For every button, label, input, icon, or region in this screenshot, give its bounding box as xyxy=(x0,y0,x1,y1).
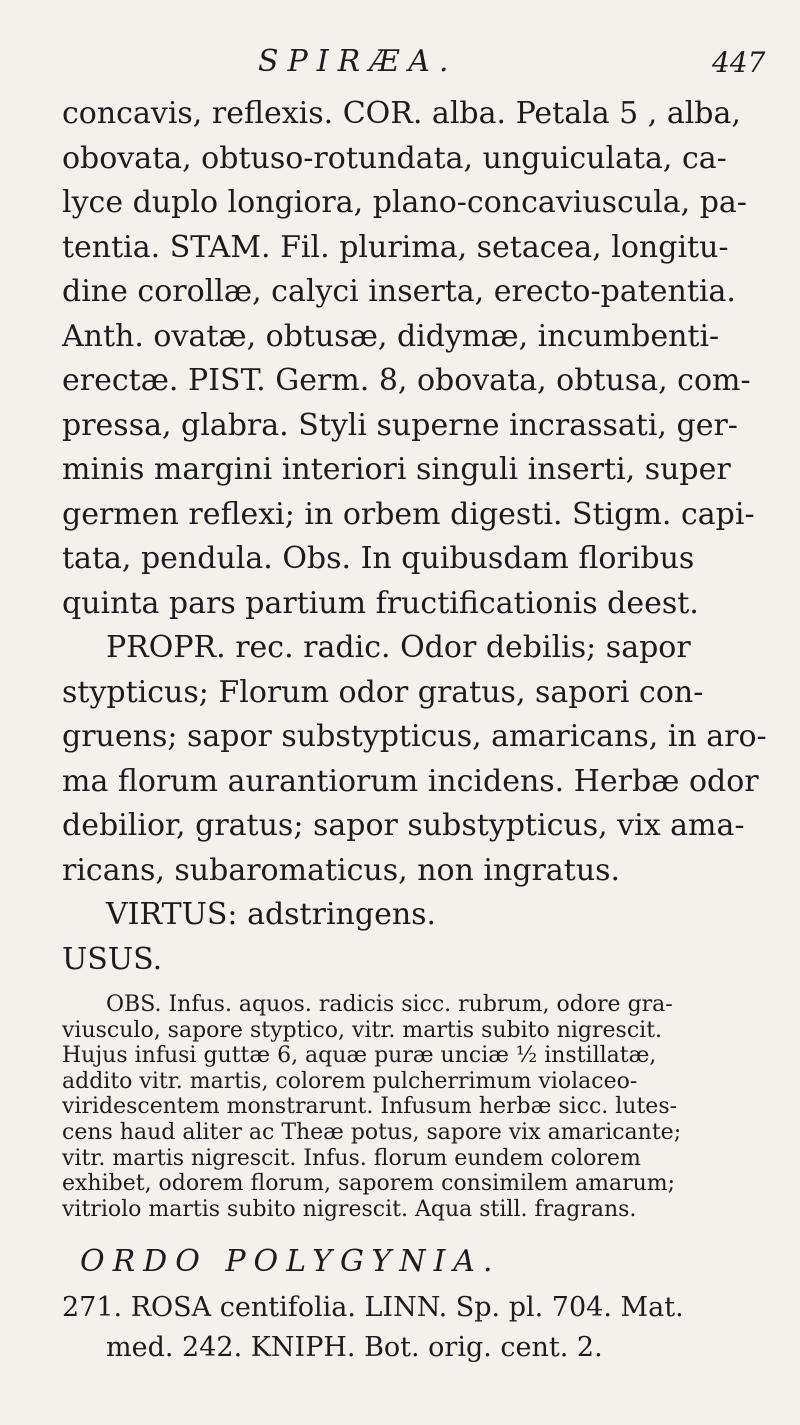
text-line: Anth. ovatæ, obtusæ, didymæ, incumbenti- xyxy=(62,318,720,354)
page-header xyxy=(0,40,800,90)
note-line: viusculo, sapore styptico, vitr. martis subito nigrescit. xyxy=(62,1017,663,1043)
text-line: USUS. xyxy=(62,941,163,977)
text-line: germen reflexi; in orbem digesti. Stigm. capi- xyxy=(62,496,755,532)
text-line: concavis, reflexis. COR. alba. Petala 5 , alba, xyxy=(62,96,741,131)
text-line: dine corollæ, calyci inserta, erecto-patentia. xyxy=(62,274,736,309)
text-line: ma florum aurantiorum incidens. Herbæ odor xyxy=(62,763,759,799)
text-line: tata, pendula. Obs. In quibusdam floribus xyxy=(62,541,695,576)
page-number: 447 xyxy=(712,46,766,79)
main-text xyxy=(62,92,767,1368)
entry-line: 271. ROSA centifolia. LINN. Sp. pl. 704. Mat. xyxy=(62,1292,684,1324)
text-line: stypticus; Florum odor gratus, sapori con- xyxy=(62,674,704,710)
note-line: vitr. martis nigrescit. Infus. florum eundem colorem xyxy=(62,1145,641,1171)
section-heading: ORDO POLYGYNIA. xyxy=(80,1244,501,1280)
observation-note xyxy=(62,992,762,1222)
text-line: lyce duplo longiora, plano-concaviuscula, pa- xyxy=(62,185,747,220)
note-line: viridescentem monstrarunt. Infusum herbæ sicc. lutes- xyxy=(62,1094,678,1120)
text-line: PROPR. rec. radic. Odor debilis; sapor xyxy=(106,630,691,665)
text-line: erectæ. PIST. Germ. 8, obovata, obtusa, com- xyxy=(62,363,751,398)
text-line: ricans, subaromaticus, non ingratus. xyxy=(62,852,621,888)
text-line: pressa, glabra. Styli superne incrassati, ger- xyxy=(62,407,738,443)
text-line: minis margini interiori singuli inserti, super xyxy=(62,452,731,487)
note-line: addito vitr. martis, colorem pulcherrimum violaceo- xyxy=(62,1068,638,1094)
text-line: obovata, obtuso-rotundata, unguiculata, ca- xyxy=(62,140,727,176)
text-line: quinta pars partium fructificationis deest. xyxy=(62,585,699,621)
running-head: SPIRÆA. xyxy=(258,44,458,79)
note-line: exhibet, odorem florum, saporem consimilem amarum; xyxy=(62,1171,676,1197)
text-line: tentia. STAM. Fil. plurima, setacea, longitu- xyxy=(62,229,729,265)
note-line: vitriolo martis subito nigrescit. Aqua still. fragrans. xyxy=(62,1196,637,1222)
note-line: Hujus infusi guttæ 6, aquæ puræ unciæ ½ instillatæ, xyxy=(62,1043,657,1069)
note-line: cens haud aliter ac Theæ potus, sapore vix amaricante; xyxy=(62,1119,682,1145)
entry-line: med. 242. KNIPH. Bot. orig. cent. 2. xyxy=(106,1332,603,1364)
text-line: gruens; sapor substypticus, amaricans, in aro- xyxy=(62,719,767,754)
text-line: debilior, gratus; sapor substypticus, vix ama- xyxy=(62,808,745,843)
note-line: OBS. Infus. aquos. radicis sicc. rubrum, odore gra- xyxy=(106,992,673,1017)
text-line: VIRTUS: adstringens. xyxy=(106,897,437,932)
